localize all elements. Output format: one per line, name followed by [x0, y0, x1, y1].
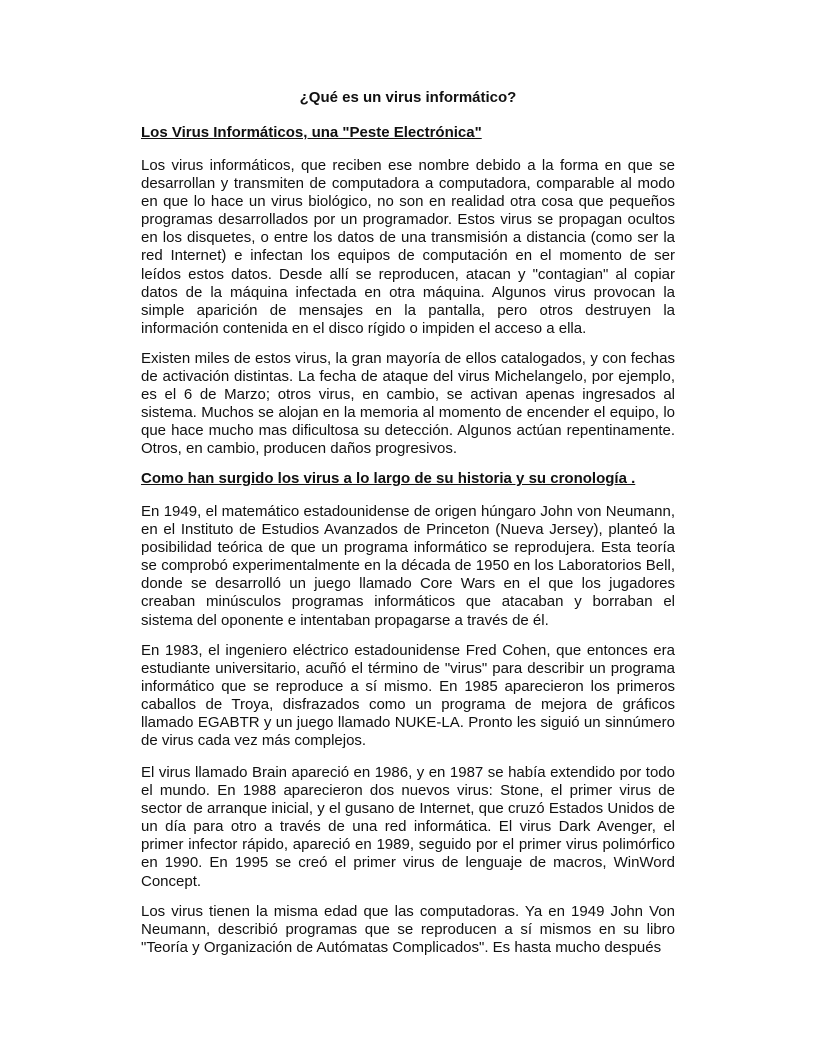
section-heading-historia: Como han surgido los virus a lo largo de su historia y su cronología .	[141, 470, 636, 487]
paragraph-1949: En 1949, el matemático estadounidense de origen húngaro John von Neumann, en el Instituto de Estudios Avanzados de Princeton (Nueva Jersey), planteó la posibilidad teórica de que un programa informático se reprodujera. Esta teoría se comprobó experimentalmente en la década de 1950 en los Laboratorios Bell, donde se desarrolló un juego llamado Core Wars en el que los jugadores creaban minúsculos programas informáticos que atacaban y borraban el sistema del oponente e intentaban propagarse a través de él.	[141, 503, 675, 629]
paragraph-brain-virus: El virus llamado Brain apareció en 1986, y en 1987 se había extendido por todo el mundo. En 1988 aparecieron dos nuevos virus: Stone, el primer virus de sector de arranque inicial, y el gusano de Internet, que cruzó Estados Unidos de un día para otro a través de una red informática. El virus Dark Avenger, el primer infector rápido, apareció en 1989, seguido por el primer virus polimórfico en 1990. En 1995 se creó el primer virus de lenguaje de macros, WinWord Concept.	[141, 764, 675, 890]
paragraph-activation: Existen miles de estos virus, la gran mayoría de ellos catalogados, y con fechas de activación distintas. La fecha de ataque del virus Michelangelo, por ejemplo, es el 6 de Marzo; otros virus, en cambio, se activan apenas ingresados al sistema. Muchos se alojan en la memoria al momento de encender el equipo, lo que hace mucho mas dificultosa su detección. Algunos actúan repentinamente. Otros, en cambio, producen daños progresivos.	[141, 350, 675, 458]
paragraph-1983: En 1983, el ingeniero eléctrico estadounidense Fred Cohen, que entonces era estudiante universitario, acuñó el término de "virus" para describir un programa informático que se reproduce a sí mismo. En 1985 aparecieron los primeros caballos de Troya, disfrazados como un programa de mejora de gráficos llamado EGABTR y un juego llamado NUKE-LA. Pronto les siguió un sinnúmero de virus cada vez más complejos.	[141, 642, 675, 750]
section-heading-peste-electronica: Los Virus Informáticos, una "Peste Electrónica"	[141, 124, 482, 141]
page-title: ¿Qué es un virus informático?	[299, 89, 517, 106]
paragraph-same-age: Los virus tienen la misma edad que las computadoras. Ya en 1949 John Von Neumann, describió programas que se reproducen a sí mismos en su libro "Teoría y Organización de Autómatas Complicados". Es hasta mucho después	[141, 903, 675, 957]
paragraph-definition: Los virus informáticos, que reciben ese nombre debido a la forma en que se desarrollan y transmiten de computadora a computadora, comparable al modo en que lo hace un virus biológico, no son en realidad otra cosa que pequeños programas desarrollados por un programador. Estos virus se propagan ocultos en los disquetes, o entre los datos de una transmisión a distancia (como ser la red Internet) e infectan los equipos de computación en el momento de ser leídos estos datos. Desde allí se reproducen, atacan y "contagian" al copiar datos de la máquina infectada en otra máquina. Algunos virus provocan la simple aparición de mensajes en la pantalla, pero otros destruyen la información contenida en el disco rígido o impiden el acceso a ella.	[141, 157, 675, 337]
